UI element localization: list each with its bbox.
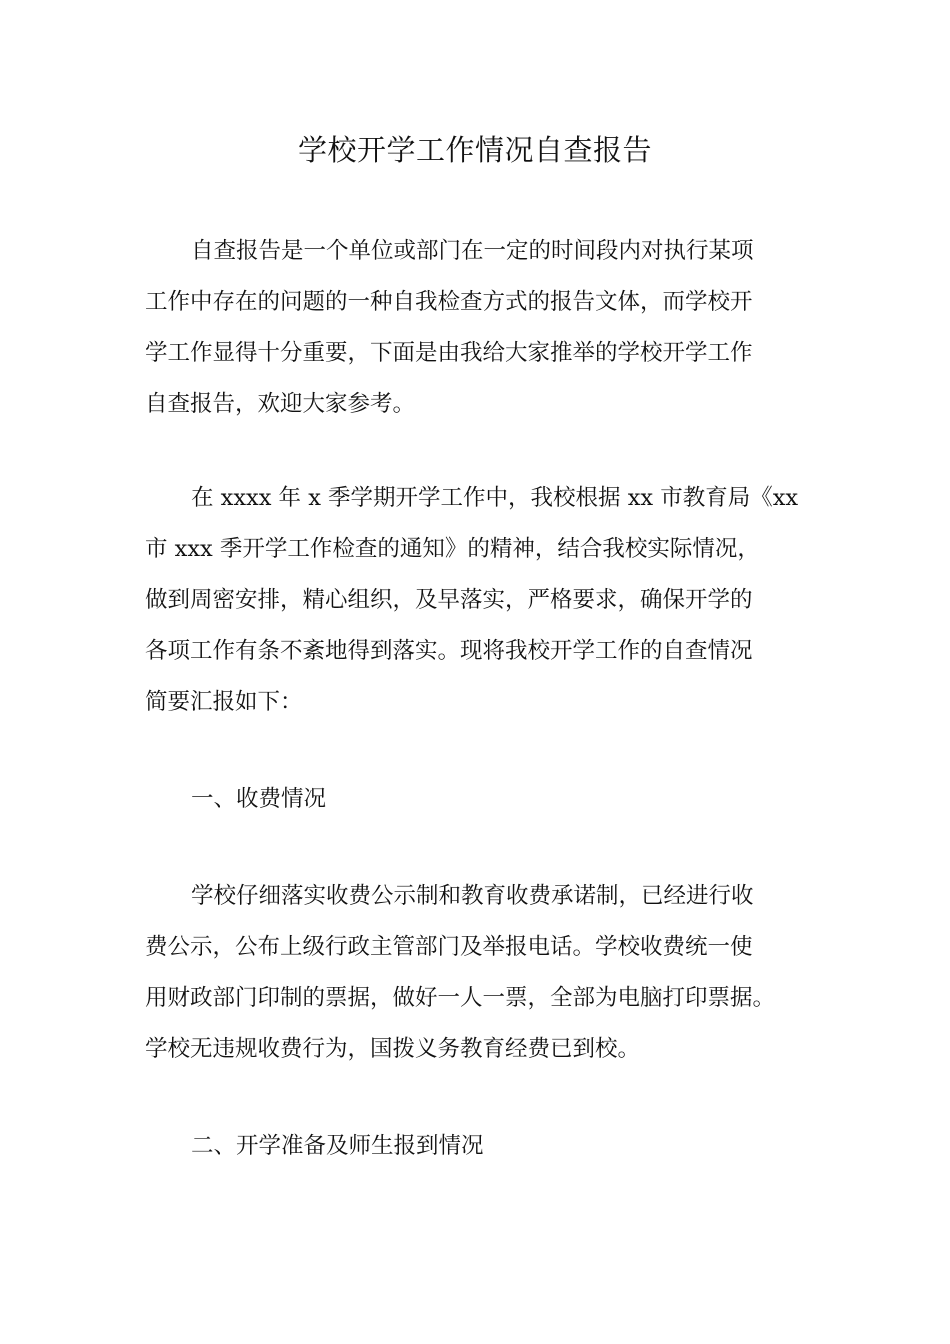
- document-title: 学校开学工作情况自查报告: [297, 133, 652, 167]
- paragraph-line: 用财政部门印制的票据，做好一人一票，全部为电脑打印票据。: [145, 985, 776, 1011]
- section-heading-preparation: 二、开学准备及师生报到情况: [191, 1133, 484, 1159]
- context-paragraph: [145, 473, 805, 728]
- paragraph-line: 学校无违规收费行为，国拨义务教育经费已到校。: [145, 1036, 641, 1062]
- paragraph-line: 各项工作有条不紊地得到落实。现将我校开学工作的自查情况: [145, 638, 753, 664]
- paragraph-line: 费公示，公布上级行政主管部门及举报电话。学校收费统一使: [145, 934, 753, 960]
- paragraph-line: 自查报告，欢迎大家参考。: [145, 391, 416, 417]
- paragraph-line: 学校仔细落实收费公示制和教育收费承诺制，已经进行收: [191, 883, 754, 909]
- section-heading-fees: 一、收费情况: [191, 786, 327, 812]
- paragraph-line: 在 xxxx 年 x 季学期开学工作中，我校根据 xx 市教育局《xx: [191, 485, 799, 511]
- paragraph-line: 自查报告是一个单位或部门在一定的时间段内对执行某项: [191, 238, 754, 264]
- paragraph-line: 做到周密安排，精心组织，及早落实，严格要求，确保开学的: [145, 587, 753, 613]
- paragraph-line: 简要汇报如下：: [145, 689, 303, 715]
- fees-paragraph: [145, 871, 805, 1075]
- paragraph-line: 市 xxx 季开学工作检查的通知》的精神，结合我校实际情况，: [145, 536, 760, 562]
- paragraph-line: 学工作显得十分重要，下面是由我给大家推举的学校开学工作: [145, 340, 753, 366]
- paragraph-line: 工作中存在的问题的一种自我检查方式的报告文体，而学校开: [145, 289, 753, 315]
- intro-paragraph: [145, 226, 805, 430]
